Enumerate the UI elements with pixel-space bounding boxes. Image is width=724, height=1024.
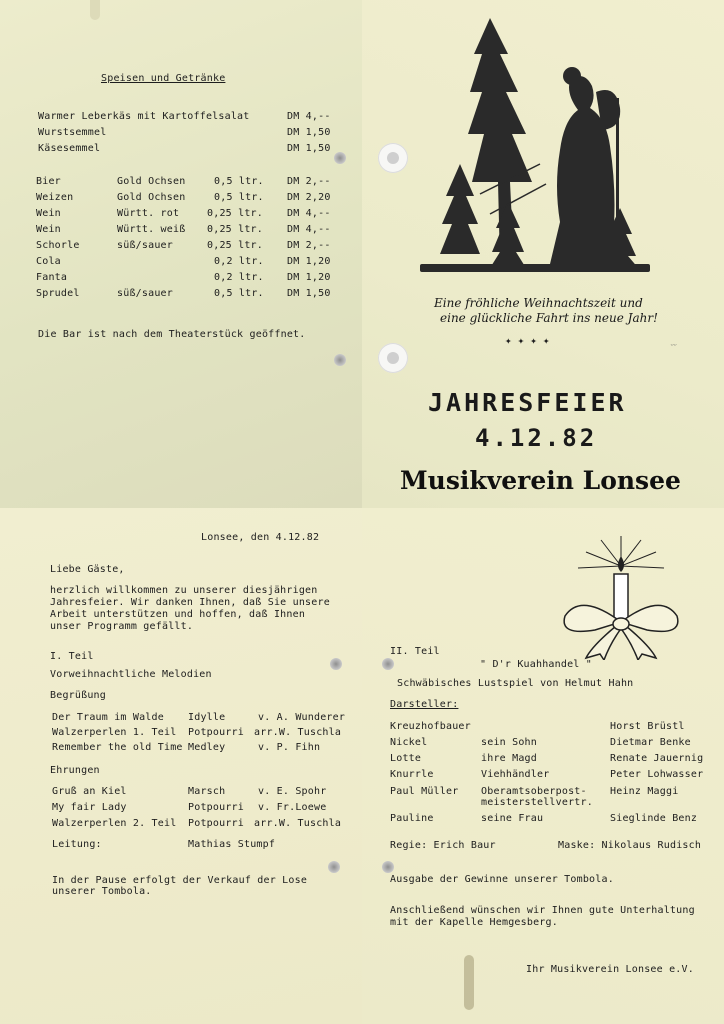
drink-kind: Gold Ochsen (117, 192, 186, 203)
cast-actor: Sieglinde Benz (610, 813, 698, 824)
cast-desc: Oberamtsoberpost- (481, 786, 587, 797)
cast-heading: Darsteller: (390, 699, 459, 710)
drink-price: DM 1,20 (287, 256, 331, 267)
intro-line: Jahresfeier. Wir danken Ihnen, daß Sie unsere (50, 597, 330, 608)
cast-role: Nickel (390, 737, 428, 748)
drink-price: DM 1,50 (287, 288, 331, 299)
piece-title: Walzerperlen 1. Teil (52, 727, 177, 738)
candle-bow-ornament (556, 536, 686, 660)
part1-subheading: Vorweihnachtliche Melodien (50, 669, 212, 680)
place-date: Lonsee, den 4.12.82 (201, 532, 320, 543)
piece-type: Marsch (188, 786, 226, 797)
welcome: Begrüßung (50, 690, 106, 701)
fold-shadow (464, 955, 474, 1010)
drink-name: Bier (36, 176, 61, 187)
drink-name: Wein (36, 224, 61, 235)
piece-type: Potpourri (188, 802, 244, 813)
cast-role: Kreuzhofbauer (390, 721, 471, 732)
drink-name: Cola (36, 256, 61, 267)
event-date: 4.12.82 (475, 424, 598, 452)
drink-size: 0,5 ltr. (214, 288, 264, 299)
cover-panel (362, 0, 724, 508)
drink-name: Wein (36, 208, 61, 219)
drink-size: 0,25 ltr. (207, 224, 263, 235)
conductor-label: Leitung: (52, 839, 102, 850)
piece-type: Potpourri (188, 727, 244, 738)
cast-desc: ihre Magd (481, 753, 537, 764)
drink-name: Weizen (36, 192, 74, 203)
piece-type: Potpourri (188, 818, 244, 829)
piece-composer: arr.W. Tuschla (254, 727, 342, 738)
drink-size: 0,2 ltr. (214, 256, 264, 267)
piece-composer: arr.W. Tuschla (254, 818, 342, 829)
part1-heading: I. Teil (50, 651, 94, 662)
food-name: Käsesemmel (38, 143, 101, 154)
drink-price: DM 1,20 (287, 272, 331, 283)
drink-kind: süß/sauer (117, 240, 173, 251)
piece-composer: v. E. Spohr (258, 786, 327, 797)
punch-hole (334, 152, 346, 164)
bar-note: Die Bar ist nach dem Theaterstück geöffnet. (38, 329, 306, 340)
drink-size: 0,5 ltr. (214, 192, 264, 203)
conductor-name: Mathias Stumpf (188, 839, 276, 850)
fold-shadow (90, 0, 100, 20)
piece-title: Walzerperlen 2. Teil (52, 818, 177, 829)
play-panel (362, 508, 724, 1024)
cast-role: Knurrle (390, 769, 434, 780)
drink-kind: Württ. rot (117, 208, 180, 219)
cast-role: Pauline (390, 813, 434, 824)
cast-actor: Peter Lohwasser (610, 769, 704, 780)
cast-desc: Viehhändler (481, 769, 550, 780)
cast-desc: seine Frau (481, 813, 544, 824)
piece-type: Medley (188, 742, 226, 753)
tombola-note: Ausgabe der Gewinne unserer Tombola. (390, 874, 614, 885)
stars-ornament: ✦✦✦✦ (505, 334, 556, 347)
piece-composer: v. P. Fihn (258, 742, 321, 753)
piece-title: Remember the old Time (52, 742, 183, 753)
cast-actor: Horst Brüstl (610, 721, 685, 732)
food-price: DM 4,-- (287, 111, 331, 122)
honors: Ehrungen (50, 765, 100, 776)
drink-kind: süß/sauer (117, 288, 173, 299)
intro-line: herzlich willkommen zu unserer diesjährigen (50, 585, 318, 596)
part2-heading: II. Teil (390, 646, 440, 657)
drink-kind: Gold Ochsen (117, 176, 186, 187)
cast-actor: Renate Jauernig (610, 753, 704, 764)
piece-title: Gruß an Kiel (52, 786, 127, 797)
cast-desc: sein Sohn (481, 737, 537, 748)
piece-type: Idylle (188, 712, 226, 723)
drink-name: Schorle (36, 240, 80, 251)
makeup: Maske: Nikolaus Rudisch (558, 840, 702, 851)
drink-price: DM 2,20 (287, 192, 331, 203)
punch-hole (328, 861, 340, 873)
binder-ring (378, 143, 408, 173)
binder-ring (378, 343, 408, 373)
drink-price: DM 2,-- (287, 240, 331, 251)
santa-forest-silhouette (420, 14, 650, 274)
director: Regie: Erich Baur (390, 840, 496, 851)
drink-size: 0,5 ltr. (214, 176, 264, 187)
drink-price: DM 4,-- (287, 208, 331, 219)
signature: Ihr Musikverein Lonsee e.V. (526, 964, 694, 975)
cast-actor: Dietmar Benke (610, 737, 691, 748)
drink-size: 0,25 ltr. (207, 208, 263, 219)
play-title: " D'r Kuahhandel " (480, 659, 592, 670)
salutation: Liebe Gäste, (50, 564, 125, 575)
food-name: Wurstsemmel (38, 127, 107, 138)
drink-size: 0,25 ltr. (207, 240, 263, 251)
punch-hole (382, 861, 394, 873)
drink-price: DM 2,-- (287, 176, 331, 187)
intro-line: Arbeit unterstützen und hoffen, daß Ihnen (50, 609, 306, 620)
cast-role: Lotte (390, 753, 422, 764)
punch-hole (330, 658, 342, 670)
drink-kind: Württ. weiß (117, 224, 186, 235)
closing-line: mit der Kapelle Hemgesberg. (390, 917, 558, 928)
pause-note: unserer Tombola. (52, 886, 152, 897)
cast-desc: meisterstellvertr. (481, 797, 593, 808)
cast-actor: Heinz Maggi (610, 786, 679, 797)
artist-signature: 〰 (670, 342, 677, 349)
closing-line: Anschließend wünschen wir Ihnen gute Unterhaltung (390, 905, 695, 916)
cast-role: Paul Müller (390, 786, 459, 797)
drink-price: DM 4,-- (287, 224, 331, 235)
pause-note: In der Pause erfolgt der Verkauf der Lose (52, 875, 308, 886)
food-price: DM 1,50 (287, 143, 331, 154)
menu-panel (0, 0, 362, 508)
punch-hole (334, 354, 346, 366)
punch-hole (382, 658, 394, 670)
club-name: Musikverein Lonsee (400, 466, 681, 495)
drink-size: 0,2 ltr. (214, 272, 264, 283)
food-name: Warmer Leberkäs mit Kartoffelsalat (38, 111, 250, 122)
menu-title: Speisen und Getränke (101, 73, 226, 84)
program-panel (0, 508, 362, 1024)
piece-title: My fair Lady (52, 802, 127, 813)
drink-name: Fanta (36, 272, 68, 283)
intro-line: unser Programm gefällt. (50, 621, 194, 632)
food-price: DM 1,50 (287, 127, 331, 138)
play-subtitle: Schwäbisches Lustspiel von Helmut Hahn (397, 678, 634, 689)
drink-name: Sprudel (36, 288, 80, 299)
piece-composer: v. Fr.Loewe (258, 802, 327, 813)
greeting-line: eine glückliche Fahrt ins neue Jahr! (440, 311, 658, 325)
event-title: JAHRESFEIER (428, 388, 627, 417)
greeting-line: Eine fröhliche Weihnachtszeit und (434, 296, 643, 310)
piece-composer: v. A. Wunderer (258, 712, 346, 723)
piece-title: Der Traum im Walde (52, 712, 164, 723)
